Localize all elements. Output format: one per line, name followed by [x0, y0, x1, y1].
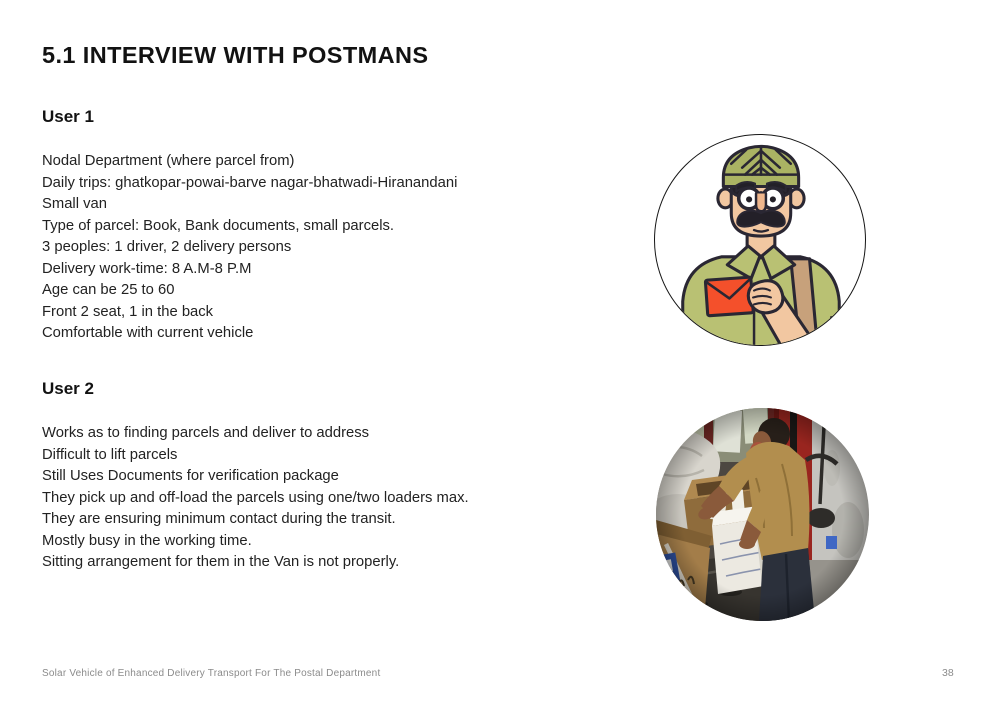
note-line: They are ensuring minimum contact during the transit. [42, 511, 396, 527]
note-line: Works as to finding parcels and deliver to address [42, 425, 370, 441]
postman-illustration-svg [655, 135, 865, 345]
user2-notes [42, 423, 582, 574]
postman-illustration [654, 134, 866, 346]
footer-title: Solar Vehicle of Enhanced Delivery Transport For The Postal Department [42, 668, 381, 679]
note-line: They pick up and off-load the parcels using one/two loaders max. [42, 489, 469, 506]
note-line: Age can be 25 to 60 [42, 282, 175, 298]
note-line: Sitting arrangement for them in the Van is not properly. [42, 554, 400, 570]
note-line: Delivery work-time: 8 A.M-8 P.M [42, 260, 252, 277]
note-line: 3 peoples: 1 driver, 2 delivery persons [42, 239, 292, 255]
page-title: 5.1 INTERVIEW WITH POSTMANS [42, 42, 429, 68]
note-line: Daily trips: ghatkopar-powai-barve nagar-bhatwadi-Hiranandani [42, 174, 458, 191]
note-line: Mostly busy in the working time. [42, 532, 252, 549]
user1-heading: User 1 [42, 107, 94, 126]
note-line: Type of parcel: Book, Bank documents, small parcels. [42, 217, 395, 234]
user2-heading: User 2 [42, 379, 94, 398]
note-line: Comfortable with current vehicle [42, 325, 254, 341]
note-line: Still Uses Documents for verification package [42, 468, 339, 484]
note-line: Difficult to lift parcels [42, 446, 178, 463]
note-line: Small van [42, 196, 107, 212]
postman-loading-parcels-photo [656, 408, 869, 621]
page-number: 38 [942, 667, 954, 679]
postman-photo-svg [656, 408, 869, 621]
note-line: Front 2 seat, 1 in the back [42, 303, 214, 320]
user1-notes [42, 151, 582, 345]
note-line: Nodal Department (where parcel from) [42, 153, 295, 169]
